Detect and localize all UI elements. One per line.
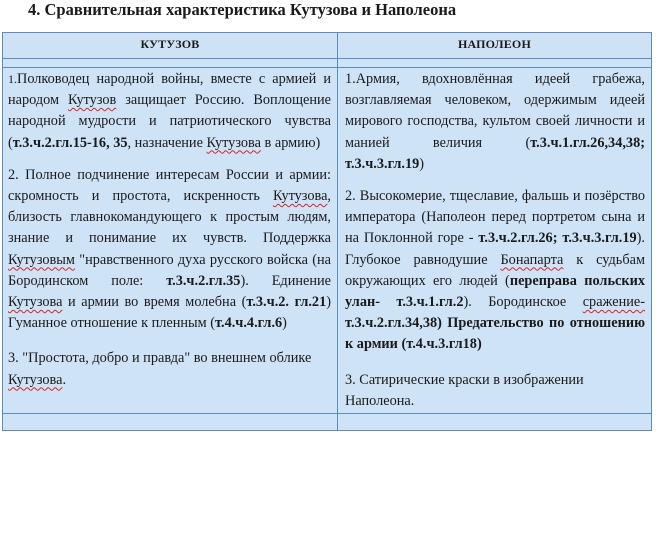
- chapter-reference: т.3.ч.2.гл.15-16, 35: [12, 134, 128, 151]
- text-run: 2. Высокомерие, тщеславие, фальшь и позёрство императора (Наполеон перед портретом сына и на Поклонной горе -: [345, 188, 645, 247]
- napoleon-point-1: [345, 69, 645, 175]
- spellcheck-word: Кутузова: [8, 294, 63, 311]
- header-napoleon: НАПОЛЕОН: [338, 33, 652, 59]
- text-run: и армии во время молебна (: [62, 294, 247, 311]
- napoleon-text: [339, 69, 650, 412]
- napoleon-point-2: [345, 186, 645, 356]
- napoleon-point-3: [345, 370, 645, 412]
- text-run: , близость главнокомандующего к простым людям, знание и понимание их чувств. Поддержка: [8, 188, 331, 247]
- header-kutuzov: КУТУЗОВ: [3, 33, 338, 59]
- kutuzov-point-2: [8, 165, 331, 335]
- text-run: 3. "Простота, добро и правда" во внешнем облике: [8, 350, 312, 367]
- chapter-reference: т.4.ч.3.гл18: [406, 336, 477, 353]
- chapter-reference: переправа польских улан- т.3.ч.1.гл.2: [345, 272, 645, 311]
- chapter-reference: т.3.ч.2. гл.21: [246, 294, 327, 311]
- spellcheck-word: Кутузова: [272, 188, 328, 205]
- chapter-reference: т.3.ч.2.гл.26: [478, 230, 553, 247]
- text-run: к судьбам окружающих его людей (: [345, 251, 645, 289]
- comparison-table: [2, 32, 652, 431]
- text-run: .: [62, 371, 67, 388]
- footer-left: [3, 414, 338, 431]
- text-run: ). Глубокое равнодушие: [345, 230, 645, 268]
- chapter-reference: т.3.ч.3.гл.19: [562, 230, 637, 247]
- kutuzov-point-1: [8, 69, 331, 154]
- footer-right: [338, 414, 652, 431]
- spellcheck-word: Бонапарта: [500, 251, 564, 268]
- chapter-reference: т.3.ч.2.гл.35: [166, 272, 241, 289]
- spacer-left: [3, 59, 338, 68]
- spellcheck-word: Кутузов: [68, 92, 117, 109]
- text-run: ) Гуманное отношение к пленным (: [8, 294, 331, 332]
- page-title: 4. Сравнительная характеристика Кутузова и Наполеона: [28, 0, 457, 19]
- kutuzov-text: [4, 69, 336, 391]
- spellcheck-word: сражение-: [582, 294, 645, 311]
- spellcheck-word: Кутузовым: [8, 251, 75, 268]
- spellcheck-word: Кутузова: [8, 371, 63, 388]
- spellcheck-word: Кутузова: [206, 134, 261, 151]
- text-run: в армию): [260, 134, 321, 151]
- text-run: ). Единение: [240, 272, 331, 289]
- text-run: 3. Сатирические краски в изображении Наполеона.: [345, 371, 584, 409]
- text-run: 1.Армия, вдохновлённая идеей грабежа, возглавляемая человеком, одержимым идеей мирового господства, культом своей личности и манией величия (: [345, 71, 645, 151]
- spacer-right: [338, 59, 652, 68]
- text-run: ). Бородинское: [463, 294, 583, 311]
- napoleon-cell: [338, 68, 652, 414]
- text-run: ): [419, 155, 425, 172]
- text-run: , назначение: [127, 134, 207, 151]
- text-run: ;: [552, 230, 563, 247]
- chapter-reference: т.3.ч.2.гл.34,38: [345, 315, 438, 332]
- text-run: ): [476, 336, 482, 353]
- text-run: "нравственного духа русского войска (на Бородинском поле:: [8, 251, 331, 289]
- text-run: ;: [640, 134, 645, 151]
- text-run: защищает Россию. Воплощение народной мудрости и патриотического чувства (: [8, 92, 331, 151]
- text-run: ): [282, 315, 287, 332]
- text-run: ) Предательство по отношению к армии (: [345, 315, 645, 353]
- chapter-reference: т.3.ч.3.гл.19: [345, 155, 420, 172]
- text-run: 2. Полное подчинение интересам России и армии: скромность и простота, искренность: [8, 166, 331, 205]
- chapter-reference: т.4.ч.4.гл.6: [215, 315, 283, 332]
- point-number: 1.: [8, 72, 17, 86]
- kutuzov-point-3: [8, 348, 331, 390]
- kutuzov-cell: [3, 68, 338, 414]
- chapter-reference: т.3.ч.1.гл.26,34,38: [530, 134, 641, 151]
- text-run: Полководец народной войны, вместе с армией и народом: [8, 71, 331, 109]
